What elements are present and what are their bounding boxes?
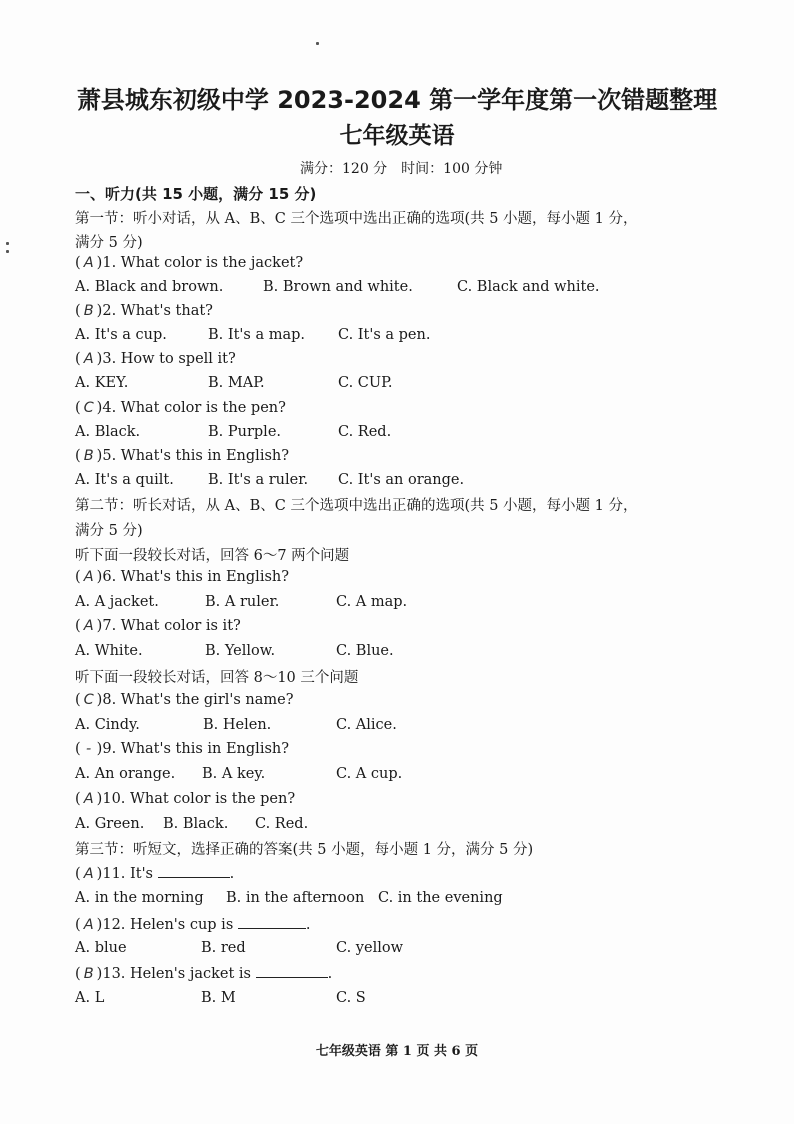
dialog2-note: 听下面一段较长对话，回答 8～10 三个问题: [75, 670, 359, 686]
option-a: A. It's a quilt.: [75, 472, 174, 488]
option-c: C. yellow: [336, 940, 403, 956]
option-b: B. MAP.: [208, 375, 265, 391]
options-4: [75, 424, 715, 444]
option-c: C. Red.: [338, 424, 392, 440]
options-9: [75, 766, 715, 786]
question-text: 5. What's this in English?: [102, 448, 290, 464]
option-c: C. CUP.: [338, 375, 393, 391]
question-10: ( A )10. What color is the pen?: [75, 791, 296, 807]
answer-mark: A: [83, 255, 94, 271]
option-b: B. in the afternoon: [226, 890, 365, 906]
question-11: ( A )11. It's .: [75, 866, 235, 882]
option-a: A. in the morning: [75, 890, 204, 906]
option-a: A. Cindy.: [75, 717, 140, 733]
question-text: 1. What color is the jacket?: [102, 255, 304, 271]
exam-title: 萧县城东初级中学 2023-2024 第一学年度第一次错题整理: [76, 86, 718, 114]
scan-speck: [6, 242, 9, 245]
option-c: C. A cup.: [336, 766, 403, 782]
question-text: 13. Helen's jacket is: [102, 966, 251, 982]
question-7: ( A )7. What color is it?: [75, 618, 241, 634]
options-13: [75, 990, 715, 1010]
option-c: C. Blue.: [336, 643, 394, 659]
question-text: 8. What's the girl's name?: [102, 692, 294, 708]
option-b: B. It's a ruler.: [208, 472, 309, 488]
option-c: C. Black and white.: [457, 279, 600, 295]
option-b: B. Black.: [163, 816, 229, 832]
question-1: ( A )1. What color is the jacket?: [75, 255, 304, 271]
scan-speck: [316, 42, 319, 45]
scan-speck: [6, 250, 9, 253]
question-text: 11. It's: [102, 866, 153, 882]
answer-mark: A: [83, 917, 94, 933]
option-b: B. Helen.: [203, 717, 272, 733]
option-c: C. It's a pen.: [338, 327, 431, 343]
question-12: ( A )12. Helen's cup is .: [75, 917, 311, 933]
section-heading: 一、听力(共 15 小题，满分 15 分): [75, 185, 317, 203]
answer-mark: B: [83, 303, 94, 319]
page-footer: 七年级英语 第 1 页 共 6 页: [315, 1044, 479, 1059]
option-a: A. An orange.: [75, 766, 176, 782]
option-b: B. Brown and white.: [263, 279, 413, 295]
option-c: C. Red.: [255, 816, 309, 832]
question-text: 12. Helen's cup is: [102, 917, 234, 933]
answer-blank: [158, 865, 230, 878]
options-6: [75, 594, 715, 614]
answer-mark: B: [83, 966, 94, 982]
option-c: C. Alice.: [336, 717, 397, 733]
option-a: A. White.: [75, 643, 143, 659]
answer-mark: A: [83, 866, 94, 882]
option-c: C. S: [336, 990, 366, 1006]
answer-mark: A: [83, 618, 94, 634]
option-a: A. KEY.: [75, 375, 129, 391]
options-11: [75, 890, 715, 910]
answer-mark: A: [83, 351, 94, 367]
options-8: [75, 717, 715, 737]
options-3: [75, 375, 715, 395]
options-2: [75, 327, 715, 347]
answer-mark: A: [83, 569, 94, 585]
answer-blank: [238, 916, 306, 929]
question-2: ( B )2. What's that?: [75, 303, 213, 319]
options-12: [75, 940, 715, 960]
question-5: ( B )5. What's this in English?: [75, 448, 290, 464]
exam-subtitle: 七年级英语: [339, 123, 455, 149]
option-a: A. A jacket.: [75, 594, 159, 610]
option-b: B. Yellow.: [205, 643, 276, 659]
question-text: 7. What color is it?: [102, 618, 241, 634]
question-text: 2. What's that?: [102, 303, 213, 319]
dialog1-note: 听下面一段较长对话，回答 6～7 两个问题: [75, 548, 350, 564]
option-a: A. Green.: [75, 816, 145, 832]
question-text: 3. How to spell it?: [102, 351, 236, 367]
question-text: 10. What color is the pen?: [102, 791, 296, 807]
option-a: A. It's a cup.: [75, 327, 167, 343]
option-b: B. Purple.: [208, 424, 282, 440]
option-b: B. red: [201, 940, 246, 956]
question-text: 9. What's this in English?: [102, 741, 290, 757]
option-a: A. L: [75, 990, 105, 1006]
option-b: B. A ruler.: [205, 594, 280, 610]
answer-mark: A: [83, 791, 94, 807]
question-4: ( C )4. What color is the pen?: [75, 400, 286, 416]
option-b: B. It's a map.: [208, 327, 306, 343]
option-c: C. It's an orange.: [338, 472, 465, 488]
options-1: [75, 279, 715, 299]
answer-blank: [256, 965, 328, 978]
option-a: A. Black.: [75, 424, 141, 440]
option-a: A. blue: [75, 940, 127, 956]
part3-instruction: 第三节：听短文，选择正确的答案(共 5 小题，每小题 1 分，满分 5 分): [75, 842, 534, 858]
question-text: 4. What color is the pen?: [102, 400, 286, 416]
option-b: B. A key.: [202, 766, 266, 782]
options-7: [75, 643, 715, 663]
answer-mark: B: [83, 448, 94, 464]
question-8: ( C )8. What's the girl's name?: [75, 692, 294, 708]
question-9: ( - )9. What's this in English?: [75, 741, 290, 757]
part1-instruction-cont: 满分 5 分): [75, 235, 143, 251]
part2-instruction: 第二节：听长对话，从 A、B、C 三个选项中选出正确的选项(共 5 小题，每小题 1 分，: [75, 498, 638, 514]
options-10: [75, 816, 715, 836]
answer-mark: C: [83, 692, 94, 708]
answer-mark: C: [83, 400, 94, 416]
answer-mark: -: [86, 741, 92, 757]
question-13: ( B )13. Helen's jacket is .: [75, 966, 333, 982]
option-c: C. A map.: [336, 594, 408, 610]
exam-meta: 满分：120 分 时间：100 分钟: [300, 161, 503, 177]
option-b: B. M: [201, 990, 236, 1006]
question-3: ( A )3. How to spell it?: [75, 351, 236, 367]
question-6: ( A )6. What's this in English?: [75, 569, 290, 585]
part1-instruction: 第一节：听小对话，从 A、B、C 三个选项中选出正确的选项(共 5 小题，每小题 1 分，: [75, 211, 638, 227]
option-c: C. in the evening: [378, 890, 503, 906]
question-text: 6. What's this in English?: [102, 569, 290, 585]
options-5: [75, 472, 715, 492]
part2-instruction-cont: 满分 5 分): [75, 523, 143, 539]
option-a: A. Black and brown.: [75, 279, 224, 295]
